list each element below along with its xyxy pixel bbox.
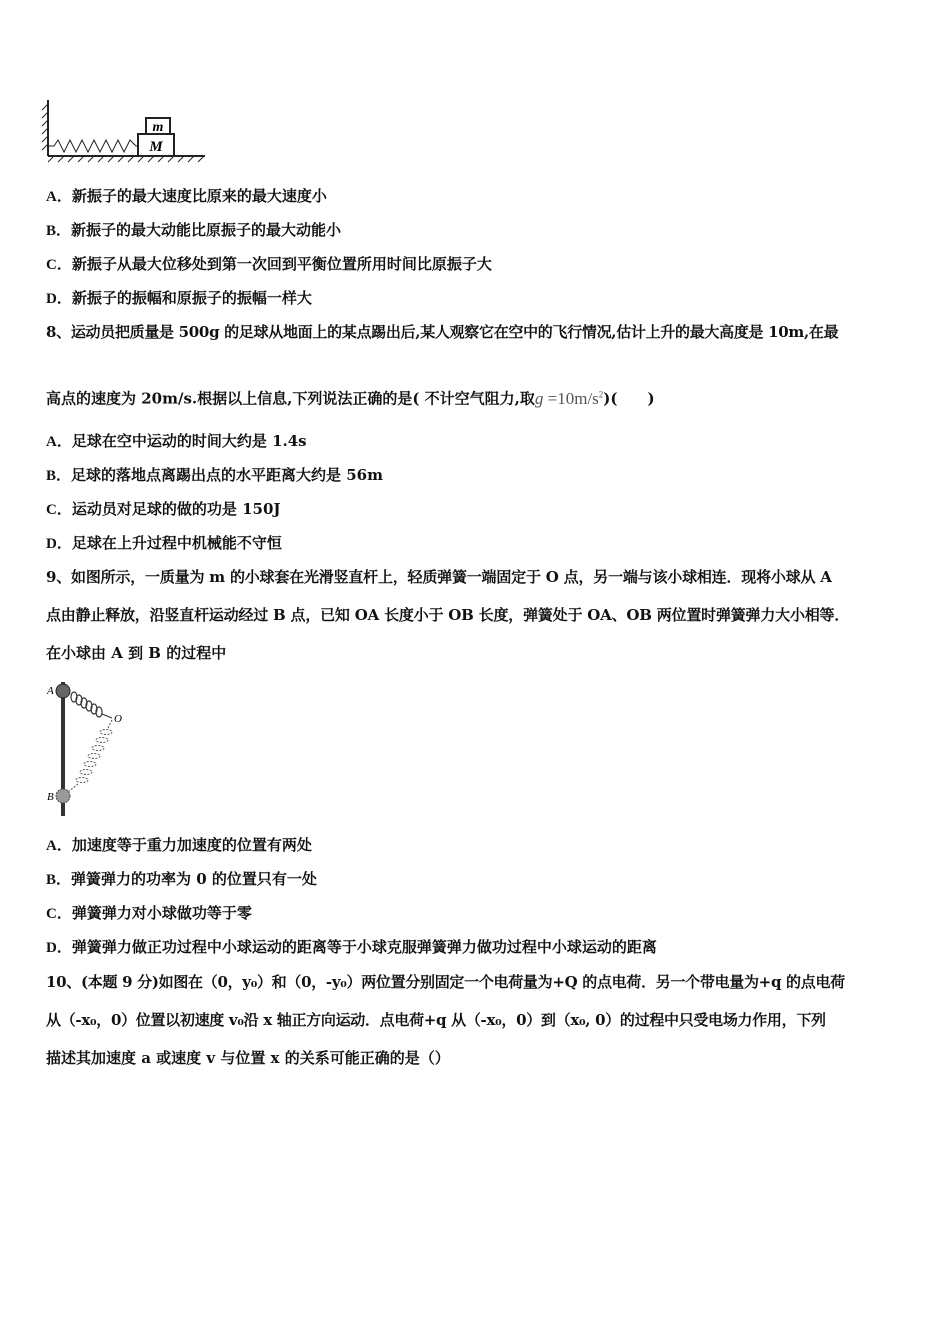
block-m-label: m [152,120,164,135]
q10-stem-line2: 从（-x₀，0）位置以初速度 v₀沿 x 轴正方向运动．点电荷+q 从（-x₀，0）到（x₀, 0）的过程中只受电场力作用，下列 [46,1011,826,1029]
q9-option-a: A．加速度等于重力加速度的位置有两处 [46,836,312,854]
label-a: A [47,685,54,697]
q8-stem-line1: 8、运动员把质量是 500g 的足球从地面上的某点踢出后,某人观察它在空中的飞行情况,估计上升的最大高度是 10m,在最 [46,323,839,341]
q8-option-d: D．足球在上升过程中机械能不守恒 [46,534,282,552]
q9-stem-line3: 在小球由 A 到 B 的过程中 [46,644,227,662]
q9-stem-line2: 点由静止释放，沿竖直杆运动经过 B 点，已知 OA 长度小于 OB 长度，弹簧处于 OA、OB 两位置时弹簧弹力大小相等． [46,606,850,624]
q10-stem-line3: 描述其加速度 a 或速度 v 与位置 x 的关系可能正确的是（） [46,1049,450,1067]
q7-option-a: A．新振子的最大速度比原来的最大速度小 [46,187,327,205]
q9-option-c: C．弹簧弹力对小球做功等于零 [46,904,252,922]
q9-option-b: B．弹簧弹力的功率为 0 的位置只有一处 [46,870,317,888]
q10-stem-line1: 10、(本题 9 分)如图在（0，y₀）和（0，-y₀）两位置分别固定一个电荷量为+Q 的点电荷．另一个带电量为+q 的点电荷 [46,973,845,991]
q7-option-d: D．新振子的振幅和原振子的振幅一样大 [46,289,312,307]
q9-option-d: D．弹簧弹力做正功过程中小球运动的距离等于小球克服弹簧弹力做功过程中小球运动的距离 [46,938,657,956]
spring-block-figure [40,98,210,166]
ball-a [56,684,70,698]
rod-spring-figure [40,674,140,824]
q8-option-b: B．足球的落地点离踢出点的水平距离大约是 56m [46,466,383,484]
spring [48,140,138,152]
label-b: B [47,791,54,803]
q8-option-a: A．足球在空中运动的时间大约是 1.4s [46,432,307,450]
q8-stem-line2: 高点的速度为 20m/s.根据以上信息,下列说法正确的是( 不计空气阻力,取$g =10m/s^2$)( ) [46,388,655,408]
q7-option-b: B．新振子的最大动能比原振子的最大动能小 [46,221,342,239]
block-M-label: M [149,139,163,155]
ball-b [56,789,70,803]
q7-option-c: C．新振子从最大位移处到第一次回到平衡位置所用时间比原振子大 [46,255,492,273]
q9-stem-line1: 9、如图所示，一质量为 m 的小球套在光滑竖直杆上，轻质弹簧一端固定于 O 点，另一端与该小球相连．现将小球从 A [46,568,832,586]
q8-option-c: C．运动员对足球的做的功是 150J [46,500,281,518]
gravity-formula: $g =10m/s^2$ [534,388,604,408]
label-o: O [114,713,122,725]
